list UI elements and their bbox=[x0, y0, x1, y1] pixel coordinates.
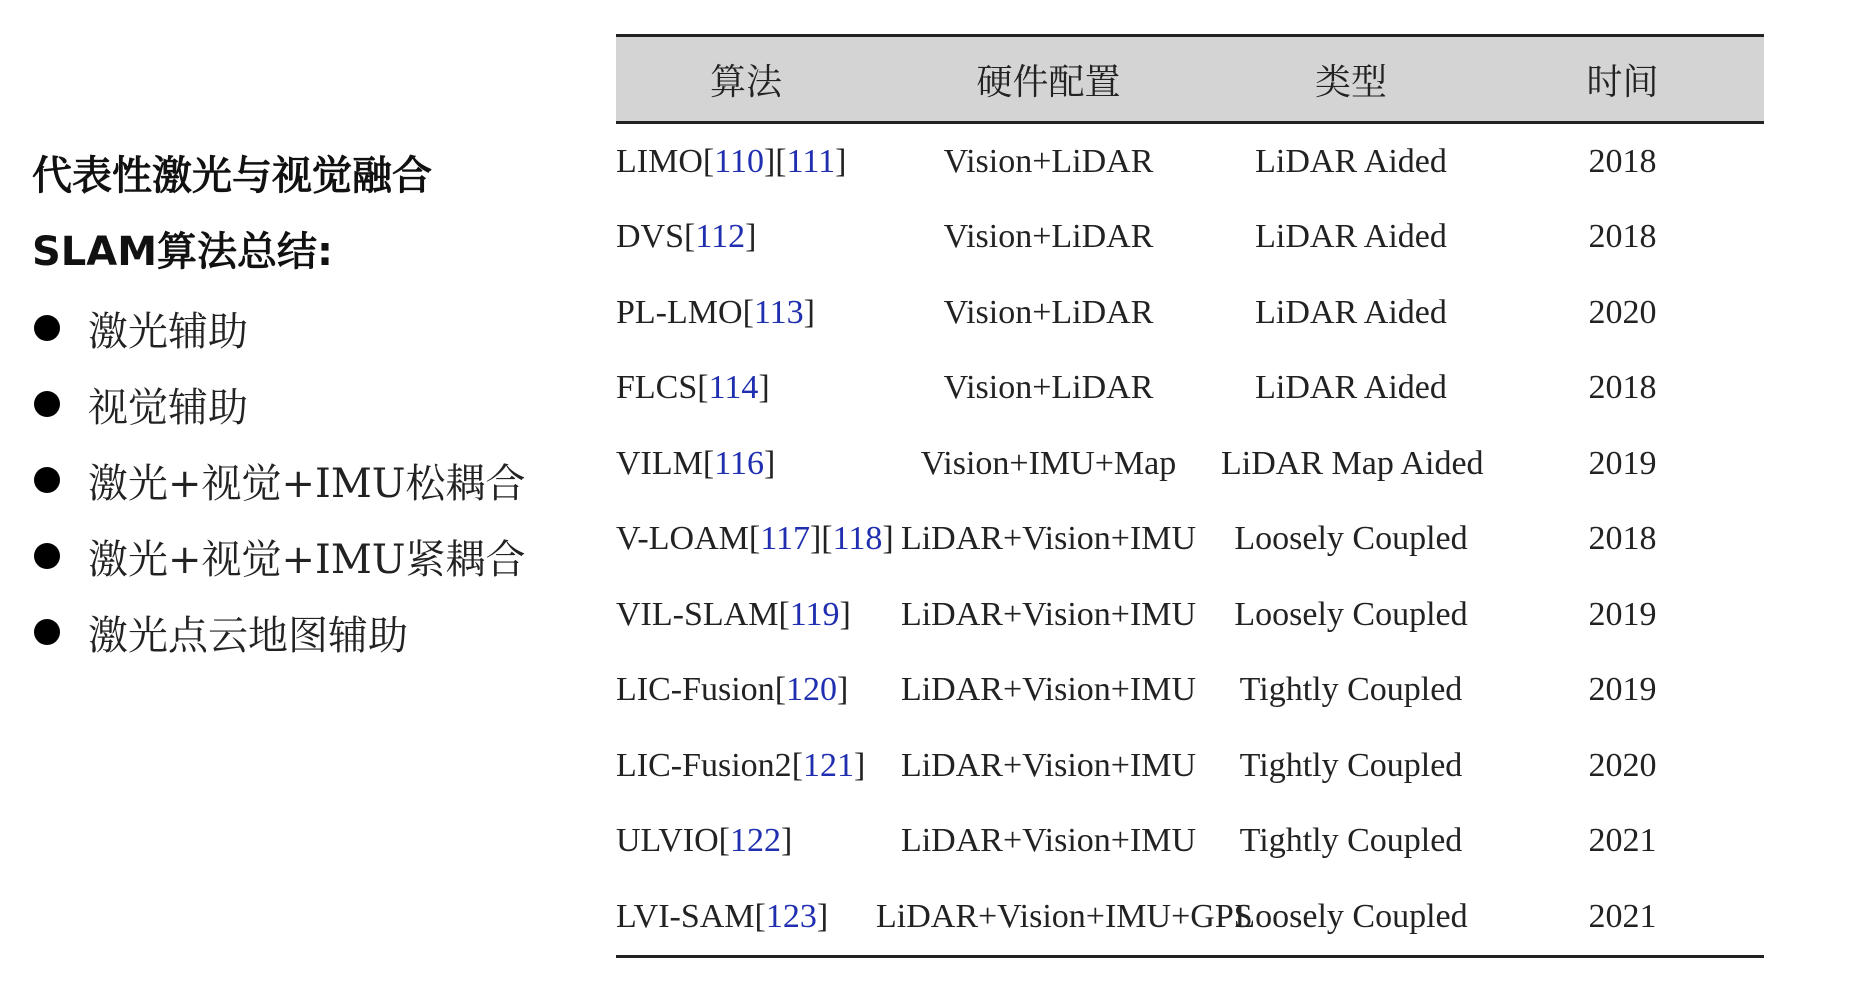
year-cell: 2018 bbox=[1588, 369, 1657, 407]
category-label: 激光辅助 bbox=[88, 308, 248, 355]
category-item bbox=[32, 442, 592, 518]
type-cell: LiDAR Map Aided bbox=[1221, 444, 1484, 482]
citation-link[interactable]: 112 bbox=[695, 218, 746, 256]
algorithm-name: VIL-SLAM bbox=[616, 595, 779, 633]
hardware-cell: Vision+LiDAR bbox=[943, 293, 1154, 331]
algorithm-name: ULVIO bbox=[616, 822, 719, 860]
hardware-cell: LiDAR+Vision+IMU bbox=[900, 520, 1197, 558]
year-cell: 2019 bbox=[1588, 671, 1657, 709]
citation-link[interactable]: 116 bbox=[714, 444, 764, 482]
table-row bbox=[616, 728, 1764, 804]
summary-panel bbox=[32, 138, 592, 670]
category-label: 激光点云地图辅助 bbox=[88, 612, 408, 659]
header-hardware: 硬件配置 bbox=[876, 36, 1221, 123]
type-cell: Tightly Coupled bbox=[1239, 822, 1463, 860]
table-row bbox=[616, 275, 1764, 351]
algorithm-cell: LIC-Fusion[120] bbox=[616, 671, 849, 709]
hardware-cell: LiDAR+Vision+IMU bbox=[900, 595, 1197, 633]
category-item bbox=[32, 290, 592, 366]
table-row bbox=[616, 351, 1764, 427]
year-cell: 2020 bbox=[1588, 746, 1657, 784]
summary-title-line1: 代表性激光与视觉融合 bbox=[32, 153, 432, 199]
citation-link[interactable]: 121 bbox=[803, 746, 855, 784]
algorithm-cell: DVS[112] bbox=[616, 218, 757, 256]
type-cell: LiDAR Aided bbox=[1255, 218, 1447, 256]
hardware-cell: LiDAR+Vision+IMU bbox=[900, 822, 1197, 860]
hardware-cell: LiDAR+Vision+IMU+GPS bbox=[876, 879, 1221, 956]
table-row bbox=[616, 879, 1764, 956]
algorithm-name: LIC-Fusion2 bbox=[616, 746, 792, 784]
category-label: 激光+视觉+IMU松耦合 bbox=[88, 460, 526, 507]
algorithm-name: DVS bbox=[616, 218, 685, 256]
header-type: 类型 bbox=[1221, 36, 1481, 123]
table-row bbox=[616, 502, 1764, 578]
bullet-icon bbox=[34, 543, 60, 569]
algorithm-name: FLCS bbox=[616, 369, 698, 407]
algorithm-name: LIMO bbox=[616, 142, 703, 180]
citation-link[interactable]: 120 bbox=[786, 671, 838, 709]
table-body bbox=[616, 123, 1764, 957]
year-cell: 2021 bbox=[1588, 822, 1657, 860]
hardware-cell: Vision+IMU+Map bbox=[920, 444, 1177, 482]
citation-link[interactable]: 114 bbox=[708, 369, 759, 407]
hardware-cell: Vision+LiDAR bbox=[943, 218, 1154, 256]
category-label: 视觉辅助 bbox=[88, 384, 248, 431]
category-item bbox=[32, 594, 592, 670]
citation-link[interactable]: 110 bbox=[714, 142, 764, 180]
citation-link[interactable]: 113 bbox=[753, 293, 804, 331]
year-cell: 2018 bbox=[1588, 520, 1657, 558]
algorithm-cell: ULVIO[122] bbox=[616, 822, 793, 860]
algorithm-name: VILM bbox=[616, 444, 703, 482]
algorithm-cell: VILM[116] bbox=[616, 444, 776, 482]
bullet-icon bbox=[34, 467, 60, 493]
table-row bbox=[616, 653, 1764, 729]
algorithm-name: LVI-SAM bbox=[616, 897, 755, 935]
table-row bbox=[616, 804, 1764, 880]
category-list bbox=[32, 290, 592, 670]
algorithm-cell: LIC-Fusion2[121] bbox=[616, 746, 866, 784]
algorithm-cell: VIL-SLAM[119] bbox=[616, 595, 851, 633]
type-cell: LiDAR Aided bbox=[1255, 142, 1447, 180]
type-cell: Tightly Coupled bbox=[1239, 746, 1463, 784]
type-cell: Loosely Coupled bbox=[1234, 520, 1468, 558]
bullet-icon bbox=[34, 315, 60, 341]
algorithm-cell: FLCS[114] bbox=[616, 369, 770, 407]
hardware-cell: Vision+LiDAR bbox=[943, 369, 1154, 407]
year-cell: 2019 bbox=[1588, 444, 1657, 482]
citation-link[interactable]: 119 bbox=[789, 595, 840, 633]
citation-link[interactable]: 118 bbox=[832, 520, 883, 558]
type-cell: LiDAR Aided bbox=[1255, 293, 1447, 331]
citation-link[interactable]: 122 bbox=[729, 822, 781, 860]
type-cell: Tightly Coupled bbox=[1239, 671, 1463, 709]
bullet-icon bbox=[34, 391, 60, 417]
year-cell: 2021 bbox=[1481, 879, 1764, 956]
year-cell: 2019 bbox=[1588, 595, 1657, 633]
citation-link[interactable]: 117 bbox=[760, 520, 810, 558]
header-algorithm: 算法 bbox=[616, 36, 876, 123]
algorithm-cell: PL-LMO[113] bbox=[616, 293, 815, 331]
summary-title-line2: SLAM算法总结: bbox=[32, 229, 334, 275]
algorithm-name: PL-LMO bbox=[616, 293, 743, 331]
type-cell: LiDAR Aided bbox=[1255, 369, 1447, 407]
year-cell: 2020 bbox=[1588, 293, 1657, 331]
bullet-icon bbox=[34, 619, 60, 645]
algorithm-cell: V-LOAM[117][118] bbox=[616, 520, 894, 558]
category-item bbox=[32, 366, 592, 442]
algorithm-name: V-LOAM bbox=[616, 520, 749, 558]
type-cell: Loosely Coupled bbox=[1234, 595, 1468, 633]
table-row bbox=[616, 577, 1764, 653]
category-label: 激光+视觉+IMU紧耦合 bbox=[88, 536, 526, 583]
hardware-cell: LiDAR+Vision+IMU bbox=[900, 746, 1197, 784]
header-year: 时间 bbox=[1481, 36, 1764, 123]
hardware-cell: LiDAR+Vision+IMU bbox=[900, 671, 1197, 709]
algorithm-cell: LIMO[110][111] bbox=[616, 142, 847, 180]
year-cell: 2018 bbox=[1588, 142, 1657, 180]
algorithm-name: LIC-Fusion bbox=[616, 671, 775, 709]
algorithm-cell: LVI-SAM[123] bbox=[616, 879, 876, 956]
citation-link[interactable]: 123 bbox=[765, 897, 817, 935]
table-header-row bbox=[616, 36, 1764, 123]
table-row bbox=[616, 426, 1764, 502]
slam-comparison-table bbox=[616, 34, 1764, 958]
year-cell: 2018 bbox=[1588, 218, 1657, 256]
category-item bbox=[32, 518, 592, 594]
table-row bbox=[616, 123, 1764, 200]
type-cell: Loosely Coupled bbox=[1221, 879, 1481, 956]
table-row bbox=[616, 200, 1764, 276]
hardware-cell: Vision+LiDAR bbox=[943, 142, 1154, 180]
citation-link[interactable]: 111 bbox=[786, 142, 836, 180]
